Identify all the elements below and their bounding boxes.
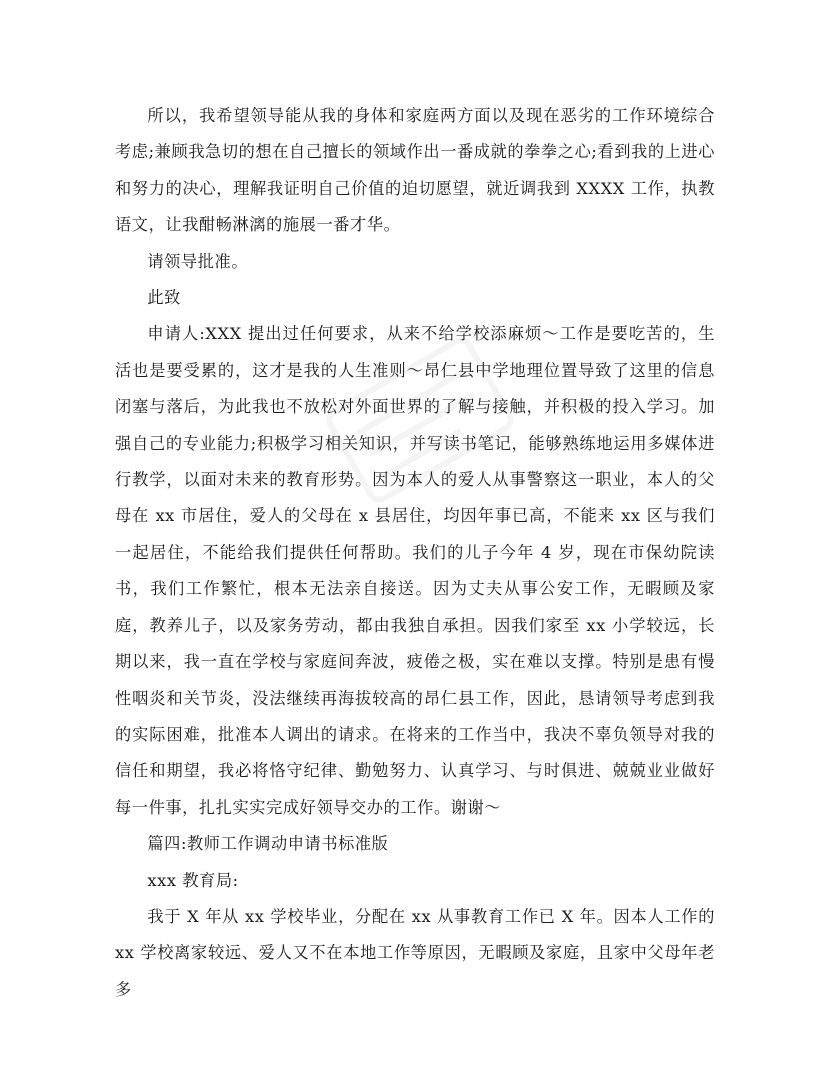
paragraph-applicant: 申请人:XXX 提出过任何要求，从来不给学校添麻烦～工作是要吃苦的，生活也是要受累的，这才是我的人生准则～昂仁县中学地理位置导致了这里的信息闭塞与落后，为此我也不放松对外面世界的了解与接触，并积极的投入学习。加强自己的专业能力;积极学习相关知识，并写读书笔记，能够熟练地运用多媒体进行教学，以面对未来的教育形势。因为本人的爱人从事警察这一职业，本人的父母在 xx 市居住，爱人的父母在 x 县居住，均因年事已高，不能来 xx 区与我们一起居住，不能给我们提供任何帮助。我们的儿子今年 4 岁，现在市保幼院读书，我们工作繁忙，根本无法亲自接送。因为丈夫从事公安工作，无暇顾及家庭，教养儿子，以及家务劳动，都由我独自承担。因我们家至 xx 小学较远，长期以来，我一直在学校与家庭间奔波，疲倦之极，实在难以支撑。特别是患有慢性咽炎和关节炎，没法继续再海拔较高的昂仁县工作，因此，恳请领导考虑到我的实际困难，批准本人调出的请求。在将来的工作当中，我决不辜负领导对我的信任和期望，我必将恪守纪律、勤勉努力、认真学习、与时俱进、兢兢业业做好每一件事，扎扎实实完成好领导交办的工作。谢谢～: [115, 324, 715, 817]
document-body: [115, 98, 715, 1008]
paragraph-intro: 我于 X 年从 xx 学校毕业，分配在 xx 从事教育工作已 X 年。因本人工作的 xx 学校离家较远、爱人又不在本地工作等原因，无暇顾及家庭，且家中父母年老多: [115, 906, 715, 999]
recipient-line: xxx 教育局:: [147, 870, 239, 890]
paragraph-conclusion: 所以，我希望领导能从我的身体和家庭两方面以及现在恶劣的工作环境综合考虑;兼顾我急切的想在自己擅长的领域作出一番成就的拳拳之心;看到我的上进心和努力的决心，理解我证明自己价值的迫切愿望，就近调我到 XXXX 工作，执教语文，让我酣畅淋漓的施展一番才华。: [115, 106, 715, 235]
paragraph-salutation: 此致: [147, 288, 181, 308]
paragraph-request-approval: 请领导批准。: [147, 251, 249, 271]
section-heading-part-four: 篇四:教师工作调动申请书标准版: [147, 834, 389, 854]
